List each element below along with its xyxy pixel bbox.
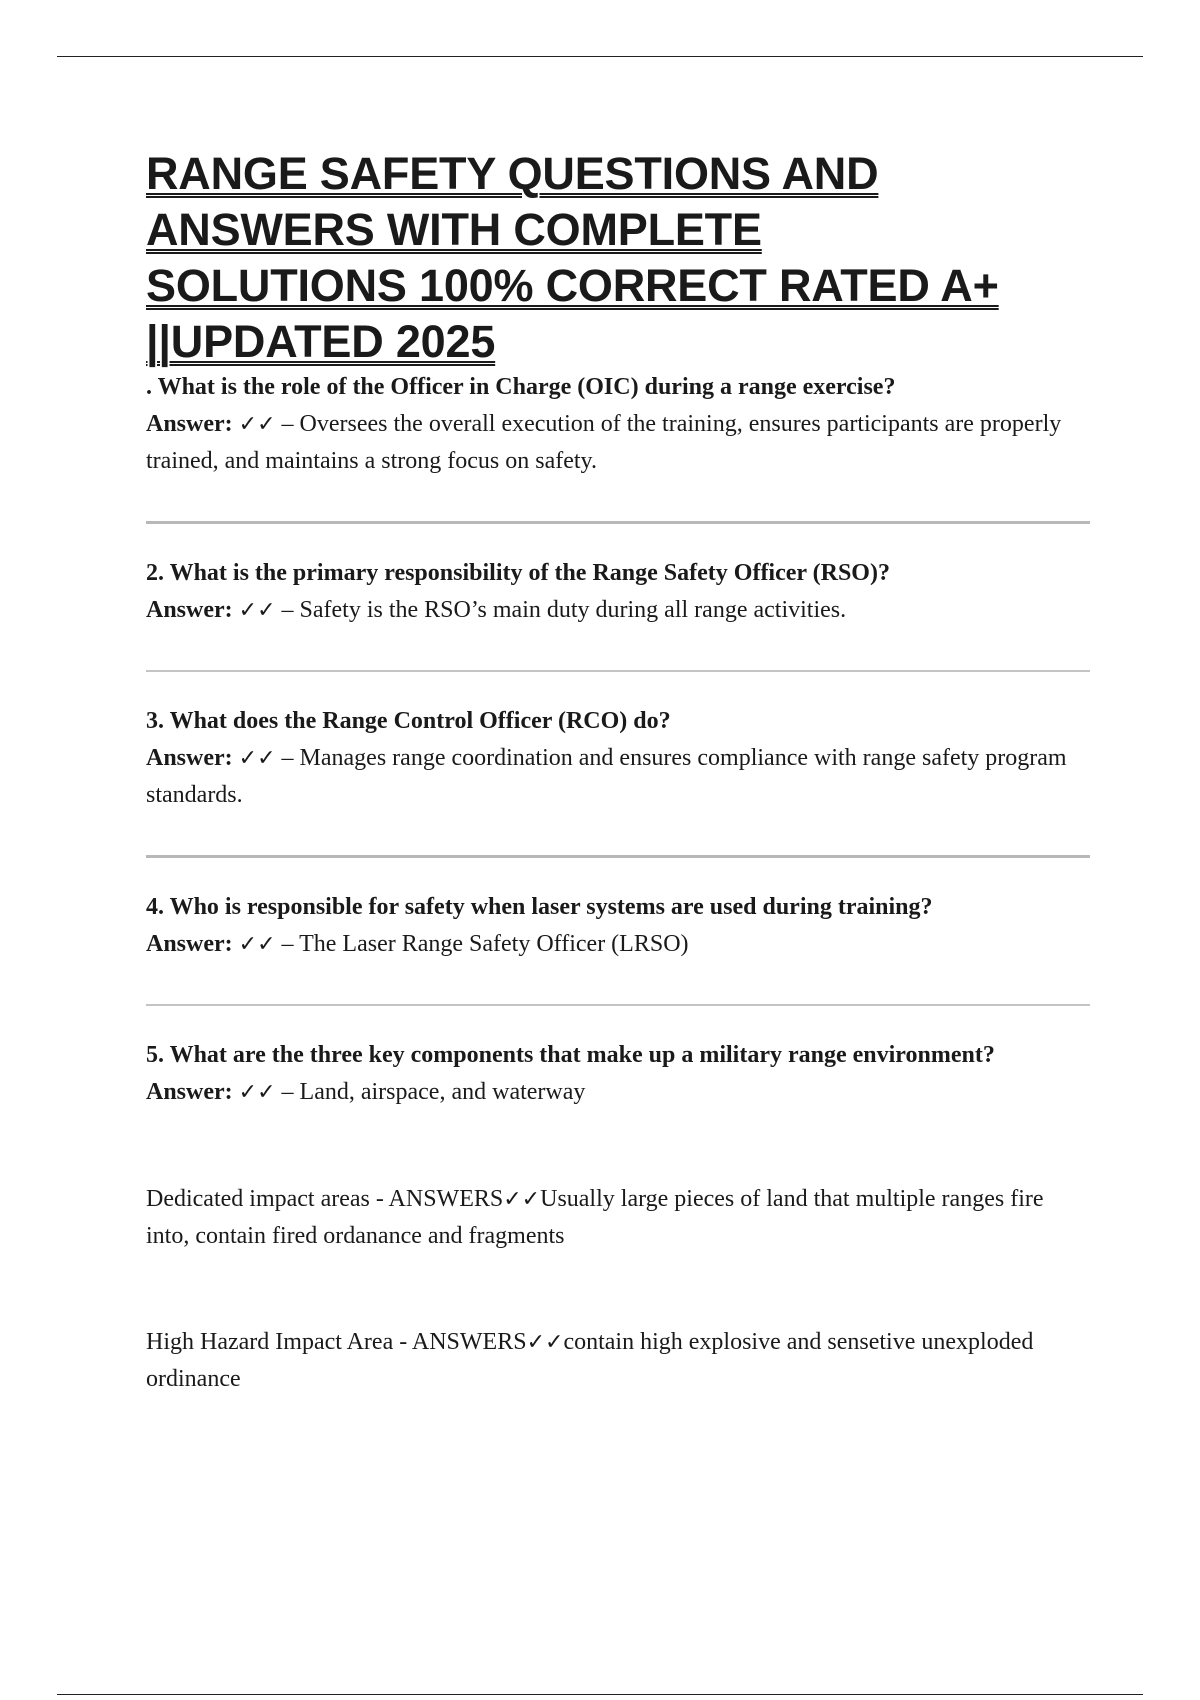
question-text: . What is the role of the Officer in Charge (OIC) during a range exercise?	[146, 374, 896, 400]
section-divider	[146, 521, 1090, 524]
section-divider	[146, 1004, 1090, 1006]
answer-text	[146, 740, 1090, 814]
checkmark-icon: ✓✓	[238, 746, 276, 771]
answer-body: – The Laser Range Safety Officer (LRSO)	[275, 931, 689, 957]
note-term: High Hazard Impact Area - ANSWERS	[146, 1329, 527, 1355]
document-title: RANGE SAFETY QUESTIONS AND ANSWERS WITH COMPLETE SOLUTIONS 100% CORRECT RATED A+ ||UPDATED 2025	[146, 148, 999, 367]
question-text: 2. What is the primary responsibility of the Range Safety Officer (RSO)?	[146, 560, 890, 586]
answer-label: Answer:	[146, 745, 233, 771]
answer-text	[146, 592, 1090, 629]
answer-text	[146, 926, 1090, 963]
question-text: 5. What are the three key components that make up a military range environment?	[146, 1042, 995, 1068]
answer-body: – Land, airspace, and waterway	[275, 1079, 586, 1105]
answer-body: – Safety is the RSO’s main duty during all range activities.	[275, 597, 847, 623]
question-text: 3. What does the Range Control Officer (RCO) do?	[146, 708, 671, 734]
note-definition: contain high explosive and sensetive unexploded ordinance	[146, 1329, 1034, 1392]
checkmark-icon: ✓✓	[238, 412, 276, 437]
note-definition: Usually large pieces of land that multiple ranges fire into, contain fired ordanance and fragments	[146, 1186, 1044, 1249]
definition-note-1	[146, 1181, 1090, 1255]
checkmark-icon: ✓✓	[503, 1187, 541, 1212]
qa-item-4	[146, 890, 1090, 963]
qa-item-2	[146, 556, 1090, 629]
section-divider	[146, 855, 1090, 858]
qa-item-3	[146, 704, 1090, 814]
checkmark-icon: ✓✓	[238, 598, 276, 623]
definition-note-2	[146, 1324, 1090, 1398]
checkmark-icon: ✓✓	[238, 932, 276, 957]
bottom-rule	[57, 1694, 1143, 1695]
answer-text	[146, 406, 1090, 480]
qa-item-5	[146, 1038, 1090, 1111]
answer-label: Answer:	[146, 931, 233, 957]
checkmark-icon: ✓✓	[526, 1330, 564, 1355]
document-body	[146, 146, 1090, 1398]
answer-body: – Manages range coordination and ensures compliance with range safety program standards.	[146, 745, 1067, 808]
top-rule	[57, 56, 1143, 57]
answer-label: Answer:	[146, 411, 233, 437]
answer-body: – Oversees the overall execution of the training, ensures participants are properly trained, and maintains a strong focus on safety.	[146, 411, 1062, 474]
qa-item-1	[146, 370, 1090, 480]
answer-text	[146, 1074, 1090, 1111]
note-term: Dedicated impact areas - ANSWERS	[146, 1186, 504, 1212]
question-text: 4. Who is responsible for safety when laser systems are used during training?	[146, 894, 933, 920]
answer-label: Answer:	[146, 597, 233, 623]
checkmark-icon: ✓✓	[238, 1080, 276, 1105]
section-divider	[146, 670, 1090, 672]
answer-label: Answer:	[146, 1079, 233, 1105]
